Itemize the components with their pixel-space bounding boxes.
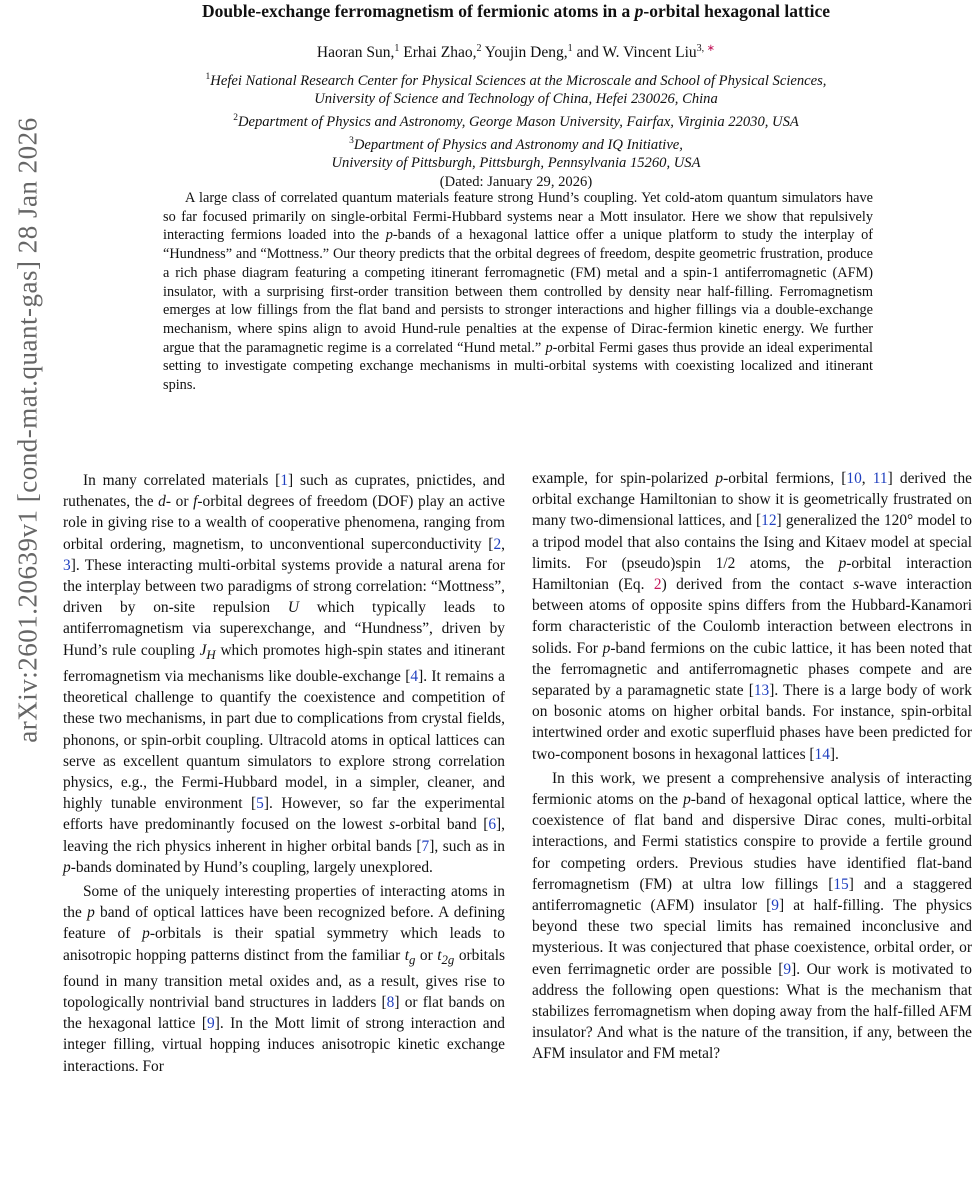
citation-link[interactable]: 9 <box>207 1015 215 1033</box>
affiliation-line: University of Pittsburgh, Pittsburgh, Pennsylvania 15260, USA <box>331 154 701 171</box>
author: Haoran Sun, <box>316 44 395 62</box>
citation-link[interactable]: 14 <box>814 745 830 763</box>
citation-link[interactable]: 1 <box>280 472 289 489</box>
paragraph: In this work, we present a comprehensive analysis of interacting fermionic atoms on the p-band of hexagonal optical lattice, where the coexistence of flat band and dispersive Dirac cones, multi-orbital interactions, and Fermi statistics conspire to provide a fertile ground for competing orders. Previous studies have identified flat-band ferromagnetism (FM) at ultra low fillings [15] and a staggered antiferromagnetic (AFM) insulator [9] at half-filling. The physics beyond these two special limits has remained inconclusive and mysterious. It was conjectured that phase coexistence, orbital order, or even ferrimagnetic order are possible [9]. Our work is motivated to address the following open questions: What is the mechanism that stabilizes ferromagnetism when doping away from the half-filled AFM insulator? And what is the nature of the transition, if any, between the AFM insulator and FM metal? <box>532 769 972 1063</box>
paper-title: Double-exchange ferromagnetism of fermionic atoms in a p-orbital hexagonal lattice <box>201 1 831 21</box>
author: Youjin Deng, <box>481 44 568 62</box>
citation-link[interactable]: 2 <box>493 535 502 553</box>
citation-link[interactable]: 3 <box>63 556 71 574</box>
citation-link[interactable]: 8 <box>386 994 395 1012</box>
citation-link[interactable]: 9 <box>783 960 792 978</box>
citation-link[interactable]: 4 <box>410 667 419 685</box>
citation-link[interactable]: 11 <box>872 470 888 487</box>
affiliation-line: $^3$Department of Physics and Astronomy and IQ Initiative, <box>349 135 683 153</box>
arxiv-side-stamp <box>0 117 56 743</box>
citation-link[interactable]: 12 <box>761 512 777 530</box>
author: and W. Vincent Liu <box>572 44 697 62</box>
body-column-right <box>532 468 972 1065</box>
citation-link[interactable]: 5 <box>256 795 264 813</box>
paragraph: example, for spin-polarized p-orbital fermions, [10, 11] derived the orbital exchange Hamiltonian to show it is geometrically frustrated on many two-dimensional lattices, and [12] generalized the 120° model to a tripod model that also contains the Ising and Kitaev model at special limits. For (pseudo)spin 1/2 atoms, the p-orbital interaction Hamiltonian (Eq. 2) derived from the contact s-wave interaction between atoms of opposite spins differs from the Hubbard-Kanamori form characteristic of the Coulomb interaction between electrons in solids. For p-band fermions on the cubic lattice, it has been noted that the ferromagnetic and antiferromagnetic phases compete and are separated by a paramagnetic state [13]. There is a large body of work on bosonic atoms on higher orbital bands. For instance, spin-orbital intertwined order and exotic superfluid phases have been predicted for two-component bosons in hexagonal lattices [14]. <box>532 470 972 763</box>
citation-link[interactable]: 6 <box>488 816 497 834</box>
arxiv-id: arXiv:2601.20639v1 [cond-mat.quant-gas] 28 Jan 2026 <box>12 117 43 743</box>
affiliations <box>60 68 972 191</box>
citation-link[interactable]: 13 <box>753 682 770 700</box>
abstract: A large class of correlated quantum materials feature strong Hund’s coupling. Yet cold-atom quantum simulators have so far focused primarily on single-orbital Fermi-Hubbard systems near a Mott insulator. Here we show that repulsively interacting fermions loaded into the p-bands of a hexagonal lattice offer a unique platform to study the interplay of “Hundness” and “Mottness.” Our theory predicts that the orbital degrees of freedom, despite geometric frustration, produce a rich phase diagram featuring a competing itinerant ferromagnetic (FM) metal and a spin-1 antiferromagnetic (AFM) insulator, with a surprising first-order transition between them controlled by density near half-filling. Ferromagnetism emerges at low fillings from the flat band and persists to stronger interactions and higher fillings via a double-exchange mechanism, where spins align to avoid Hund-rule penalties at the expense of Dirac-fermion kinetic energy. We further argue that the paramagnetic regime is a correlated “Hund metal.” p-orbital Fermi gases thus provide an ideal experimental setting to investigate competing exchange mechanisms in multi-orbital systems with coexisting localized and itinerant spins. <box>163 190 873 394</box>
affiliation-line: University of Science and Technology of China, Hefei 230026, China <box>314 91 718 108</box>
corresponding-author-link[interactable]: ∗ <box>704 43 716 54</box>
date-line: (Dated: January 29, 2026) <box>439 173 593 190</box>
paragraph: In many correlated materials [1] such as cuprates, pnictides, and ruthenates, the d- or f-orbital degrees of freedom (DOF) play an active role in giving rise to a wealth of cooperative phenomena, ranging from orbital ordering, magnetism, to unconventional superconductivity [2, 3]. These interacting multi-orbital systems provide a natural arena for the interplay between two paradigms of strong correlation: “Mottness”, driven by on-site repulsion U which typically leads to antiferromagnetism via superexchange, and “Hundness”, driven by Hund’s rule coupling $J_H$ which promotes high-spin states and itinerant ferromagnetism via mechanisms like double-exchange [4]. It remains a theoretical challenge to quantify the coexistence and competition of these two mechanisms, in part due to complications from crystal fields, phonons, or spin-orbit coupling. Ultracold atoms in optical lattices can serve as excellent quantum simulators to explore strong correlation physics, e.g., the Fermi-Hubbard model, in a simpler, cleaner, and highly tunable environment [5]. However, so far the experimental efforts have predominantly focused on the lowest s-orbital band [6], leaving the rich physics inherent in higher orbital bands [7], such as in p-bands dominated by Hund’s coupling, largely unexplored. <box>63 472 506 876</box>
author-list: Haoran Sun,$^1$ Erhai Zhao,$^2$ Youjin Deng,$^1$ and W. Vincent Liu$^{3, ∗}$ <box>316 43 716 62</box>
body-column-left <box>63 470 505 1077</box>
paragraph: Some of the uniquely interesting properties of interacting atoms in the p band of optical lattices have been recognized before. A defining feature of p-orbitals is their spatial symmetry which leads to anisotropic hopping patterns distinct from the familiar $t_g$ or $t_{2g}$ orbitals found in many transition metal oxides and, as a result, gives rise to topologically nontrivial band structures in ladders [8] or flat bands on the hexagonal lattice [9]. In the Mott limit of strong interaction and integer filling, virtual hopping induces anisotropic kinetic exchange interactions. For <box>63 882 505 1075</box>
affiliation-line: $^2$Department of Physics and Astronomy, George Mason University, Fairfax, Virginia 22030, USA <box>233 113 799 130</box>
equation-link[interactable]: 2 <box>653 576 662 594</box>
citation-link[interactable]: 7 <box>421 837 430 855</box>
citation-link[interactable]: 9 <box>771 897 779 915</box>
affiliation-line: $^1$Hefei National Research Center for Physical Sciences at the Microscale and School of Physical Sciences, <box>205 72 827 89</box>
citation-link[interactable]: 15 <box>833 875 849 893</box>
author: Erhai Zhao, <box>399 44 477 62</box>
citation-link[interactable]: 10 <box>846 470 862 487</box>
